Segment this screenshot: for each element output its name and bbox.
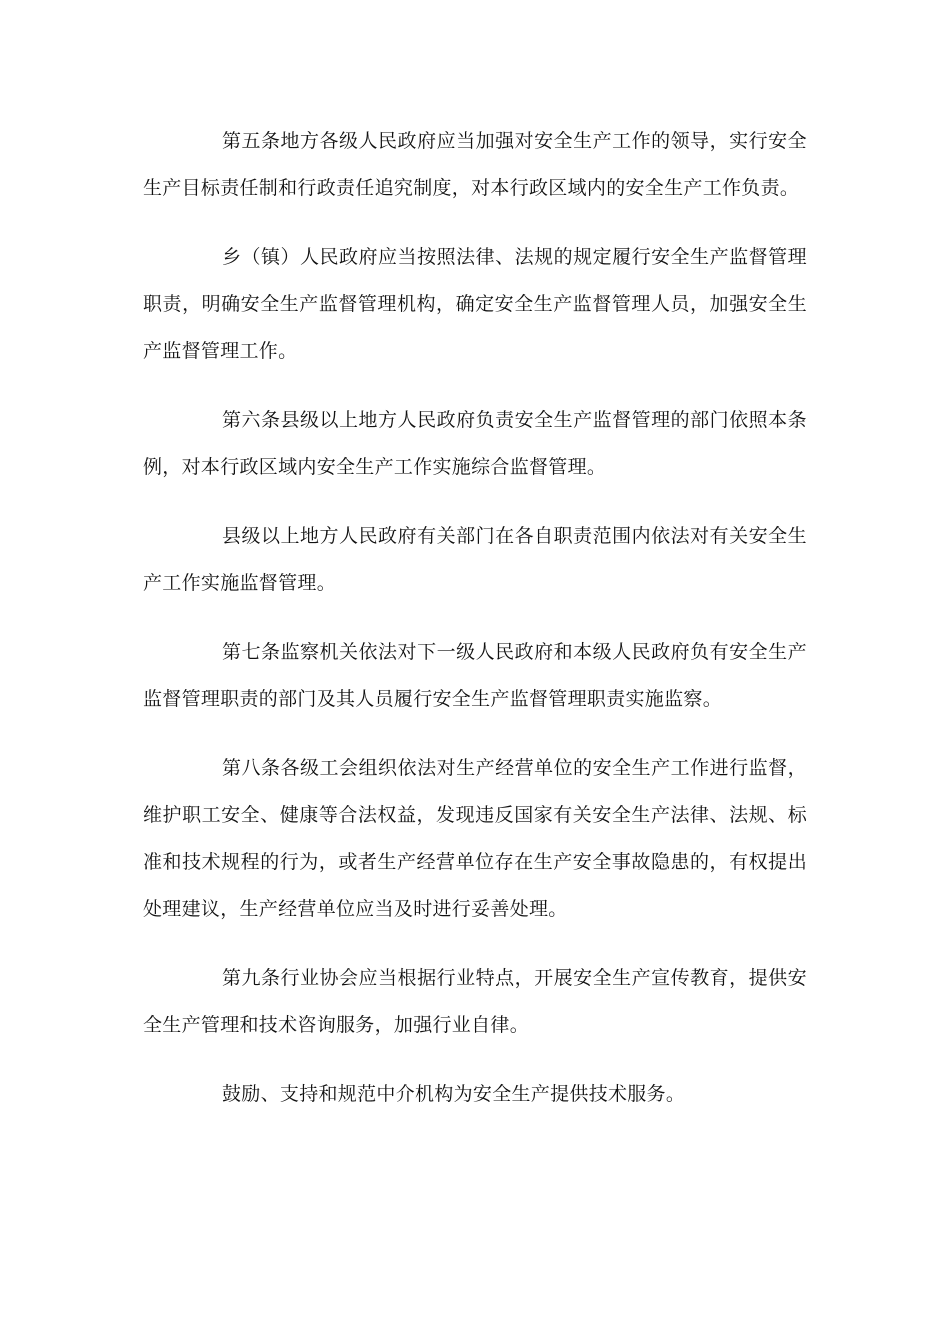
paragraph-intermediary-services: 鼓励、支持和规范中介机构为安全生产提供技术服务。 — [222, 1083, 686, 1105]
paragraph-article-8: 第八条各级工会组织依法对生产经营单位的安全生产工作进行监督，维护职工安全、健康等合法权益，发现违反国家有关安全生产法律、法规、标准和技术规程的行为，或者生产经营单位存在生产安全事故隐患的，有权提出处理建议，生产经营单位应当及时进行妥善处理。 — [143, 757, 807, 920]
paragraph-township-duties: 乡（镇）人民政府应当按照法律、法规的规定履行安全生产监督管理职责，明确安全生产监督管理机构，确定安全生产监督管理人员，加强安全生产监督管理工作。 — [143, 246, 807, 362]
document-body — [143, 118, 807, 1118]
paragraph-article-6: 第六条县级以上地方人民政府负责安全生产监督管理的部门依照本条例，对本行政区域内安全生产工作实施综合监督管理。 — [143, 409, 807, 478]
paragraph-article-9: 第九条行业协会应当根据行业特点，开展安全生产宣传教育，提供安全生产管理和技术咨询服务，加强行业自律。 — [143, 967, 807, 1036]
paragraph-article-7: 第七条监察机关依法对下一级人民政府和本级人民政府负有安全生产监督管理职责的部门及其人员履行安全生产监督管理职责实施监察。 — [143, 641, 807, 710]
paragraph-county-departments: 县级以上地方人民政府有关部门在各自职责范围内依法对有关安全生产工作实施监督管理。 — [143, 525, 807, 594]
paragraph-article-5: 第五条地方各级人民政府应当加强对安全生产工作的领导，实行安全生产目标责任制和行政责任追究制度，对本行政区域内的安全生产工作负责。 — [143, 130, 807, 199]
